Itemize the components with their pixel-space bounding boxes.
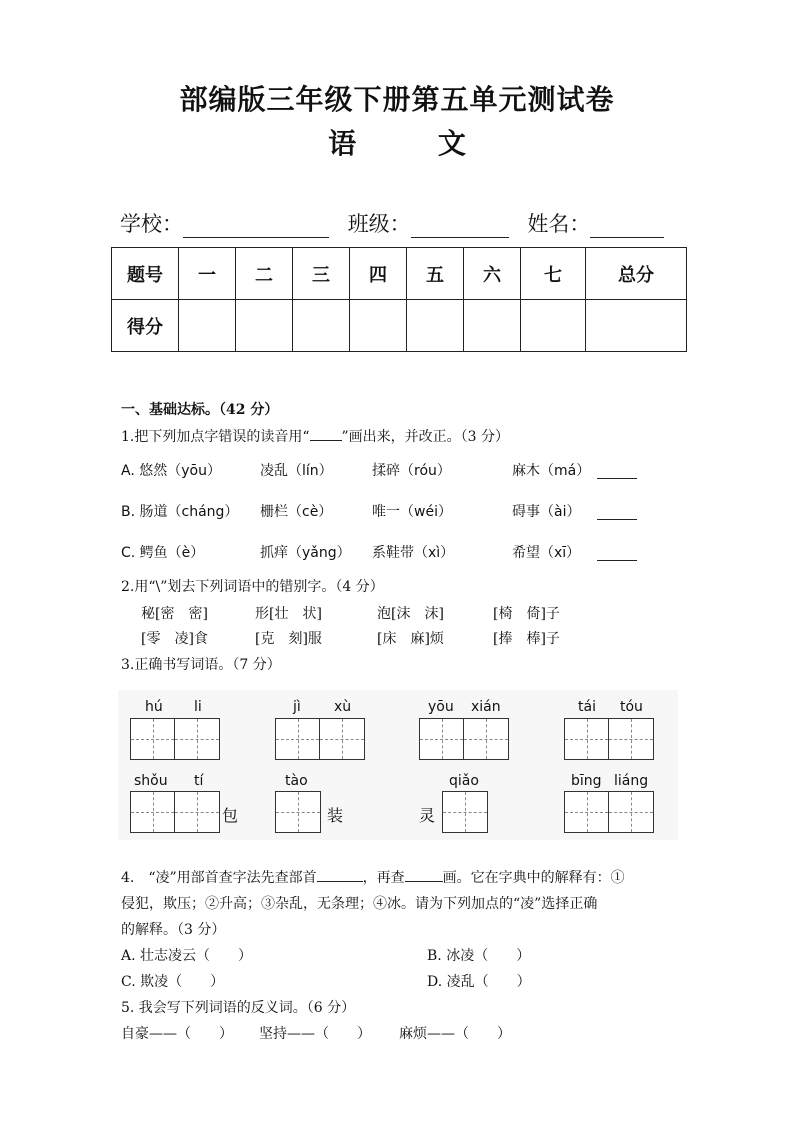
section-heading: 一、基础达标。（42 分） xyxy=(121,402,279,418)
q2-item: [克 刻]服 xyxy=(255,631,322,647)
score-cell[interactable] xyxy=(293,300,350,352)
q1-item: 希望（xī） xyxy=(512,545,581,561)
q5-item: 坚持——（ ） xyxy=(259,1026,371,1042)
q1-item: A. 悠然（yōu） xyxy=(121,463,221,479)
q1-item: 凌乱（lín） xyxy=(260,463,333,479)
grid-cell[interactable] xyxy=(320,719,364,759)
score-row-label: 得分 xyxy=(112,300,179,352)
q2-prompt: 2.用“\”划去下列词语中的错别字。（4 分） xyxy=(121,579,384,595)
given-character: 装 xyxy=(327,806,344,825)
q1-item: 麻木（má） xyxy=(512,463,591,479)
grid-cell[interactable] xyxy=(276,792,320,832)
pinyin-label: hú xyxy=(145,699,163,715)
grid-cell[interactable] xyxy=(276,719,320,759)
answer-blank[interactable] xyxy=(317,867,363,882)
q5-item: 麻烦——（ ） xyxy=(399,1026,511,1042)
score-cell[interactable] xyxy=(586,300,687,352)
answer-blank[interactable] xyxy=(597,464,637,479)
q4-option-d: D. 凌乱（ ） xyxy=(427,974,531,990)
score-col-4: 四 xyxy=(350,248,407,300)
q4-option-a: A. 壮志凌云（ ） xyxy=(121,948,253,964)
q1-item: 唯一（wéi） xyxy=(372,504,452,520)
q1-item: B. 肠道（cháng） xyxy=(121,504,239,520)
subject-title: 语 文 xyxy=(328,127,502,160)
school-label: 学校： xyxy=(120,212,183,236)
q4-line-2: 侵犯，欺压；②升高；③杂乱，无条理；④冰。请为下列加点的“凌”选择正确 xyxy=(121,896,598,912)
q1-prompt xyxy=(121,426,509,446)
pinyin-label: tái xyxy=(578,699,596,715)
score-cell[interactable] xyxy=(350,300,407,352)
pinyin-label: jì xyxy=(293,699,301,715)
writing-grid[interactable] xyxy=(564,718,654,760)
page-title: 部编版三年级下册第五单元测试卷 xyxy=(179,83,615,116)
q1-prompt-a: 1.把下列加点字错误的读音用“ xyxy=(121,429,310,445)
answer-blank[interactable] xyxy=(405,867,443,882)
given-character: 包 xyxy=(222,806,239,825)
score-cell[interactable] xyxy=(407,300,464,352)
grid-cell[interactable] xyxy=(175,792,219,832)
writing-grid[interactable] xyxy=(564,791,654,833)
score-col-2: 二 xyxy=(236,248,293,300)
score-cell[interactable] xyxy=(179,300,236,352)
q1-item: 碍事（ài） xyxy=(512,504,581,520)
school-field[interactable] xyxy=(183,215,329,238)
q4-line-3: 的解释。（3 分） xyxy=(121,922,226,938)
writing-grid[interactable] xyxy=(275,791,321,833)
q2-item: 泡[沫 沫] xyxy=(377,606,444,622)
q4-text: 4. “凌”用部首查字法先查部首 xyxy=(121,870,317,886)
pinyin-label: tí xyxy=(194,773,204,789)
grid-cell[interactable] xyxy=(464,719,508,759)
q5-prompt: 5. 我会写下列词语的反义词。（6 分） xyxy=(121,1000,356,1016)
pinyin-label: qiǎo xyxy=(449,773,479,789)
q4-text: 画。它在字典中的解释有：① xyxy=(442,870,625,886)
q1-item: 抓痒（yǎng） xyxy=(260,545,351,561)
name-label: 姓名： xyxy=(527,212,591,236)
grid-cell[interactable] xyxy=(131,792,175,832)
writing-grid[interactable] xyxy=(442,791,488,833)
name-field[interactable] xyxy=(590,215,664,238)
q2-item: [床 麻]烦 xyxy=(377,631,444,647)
q4-option-c: C. 欺凌（ ） xyxy=(121,974,225,990)
score-col-1: 一 xyxy=(179,248,236,300)
q1-item: 系鞋带（xì） xyxy=(372,545,455,561)
grid-cell[interactable] xyxy=(609,792,653,832)
grid-cell[interactable] xyxy=(420,719,464,759)
score-col-6: 六 xyxy=(464,248,521,300)
pinyin-label: liáng xyxy=(614,773,649,789)
grid-cell[interactable] xyxy=(443,792,487,832)
q4-option-b: B. 冰凌（ ） xyxy=(427,948,531,964)
answer-blank[interactable] xyxy=(597,505,637,520)
score-value-row xyxy=(112,300,687,352)
student-info-row xyxy=(120,208,664,238)
underline-mark xyxy=(310,426,342,441)
writing-grid[interactable] xyxy=(130,718,220,760)
score-col-7: 七 xyxy=(521,248,586,300)
pinyin-label: tào xyxy=(285,773,308,789)
pinyin-label: bīng xyxy=(571,773,602,789)
q1-item: 揉碎（róu） xyxy=(372,463,451,479)
answer-blank[interactable] xyxy=(597,546,637,561)
writing-grid[interactable] xyxy=(419,718,509,760)
score-col-5: 五 xyxy=(407,248,464,300)
grid-cell[interactable] xyxy=(609,719,653,759)
class-field[interactable] xyxy=(411,215,509,238)
score-header-row xyxy=(112,248,687,300)
q1-prompt-b: ”画出来，并改正。（3 分） xyxy=(341,429,510,445)
q1-item: 栅栏（cè） xyxy=(260,504,333,520)
pinyin-label: yōu xyxy=(428,699,454,715)
q1-item: C. 鳄鱼（è） xyxy=(121,545,205,561)
score-table xyxy=(111,247,687,352)
q2-item: 秘[密 密] xyxy=(141,606,208,622)
q2-item: [椅 倚]子 xyxy=(493,606,560,622)
pinyin-label: li xyxy=(194,699,202,715)
score-cell[interactable] xyxy=(236,300,293,352)
score-col-3: 三 xyxy=(293,248,350,300)
writing-grid[interactable] xyxy=(275,718,365,760)
q2-item: 形[壮 状] xyxy=(255,606,322,622)
score-cell[interactable] xyxy=(521,300,586,352)
pinyin-label: xián xyxy=(471,699,501,715)
grid-cell[interactable] xyxy=(131,719,175,759)
q4-text: ，再查 xyxy=(362,870,405,886)
q3-prompt: 3.正确书写词语。（7 分） xyxy=(121,657,281,673)
q2-item: [零 凌]食 xyxy=(141,631,208,647)
writing-grid[interactable] xyxy=(130,791,220,833)
q2-item: [捧 棒]子 xyxy=(493,631,560,647)
pinyin-label: xù xyxy=(334,699,352,715)
q4-line-1 xyxy=(121,867,625,887)
q5-item: 自豪——（ ） xyxy=(121,1026,233,1042)
score-cell[interactable] xyxy=(464,300,521,352)
score-header-label: 题号 xyxy=(112,248,179,300)
class-label: 班级： xyxy=(347,212,411,236)
grid-cell[interactable] xyxy=(175,719,219,759)
given-character: 灵 xyxy=(419,806,436,825)
grid-cell[interactable] xyxy=(565,792,609,832)
score-col-total: 总分 xyxy=(586,248,687,300)
pinyin-label: tóu xyxy=(620,699,643,715)
pinyin-label: shǒu xyxy=(134,773,168,789)
grid-cell[interactable] xyxy=(565,719,609,759)
